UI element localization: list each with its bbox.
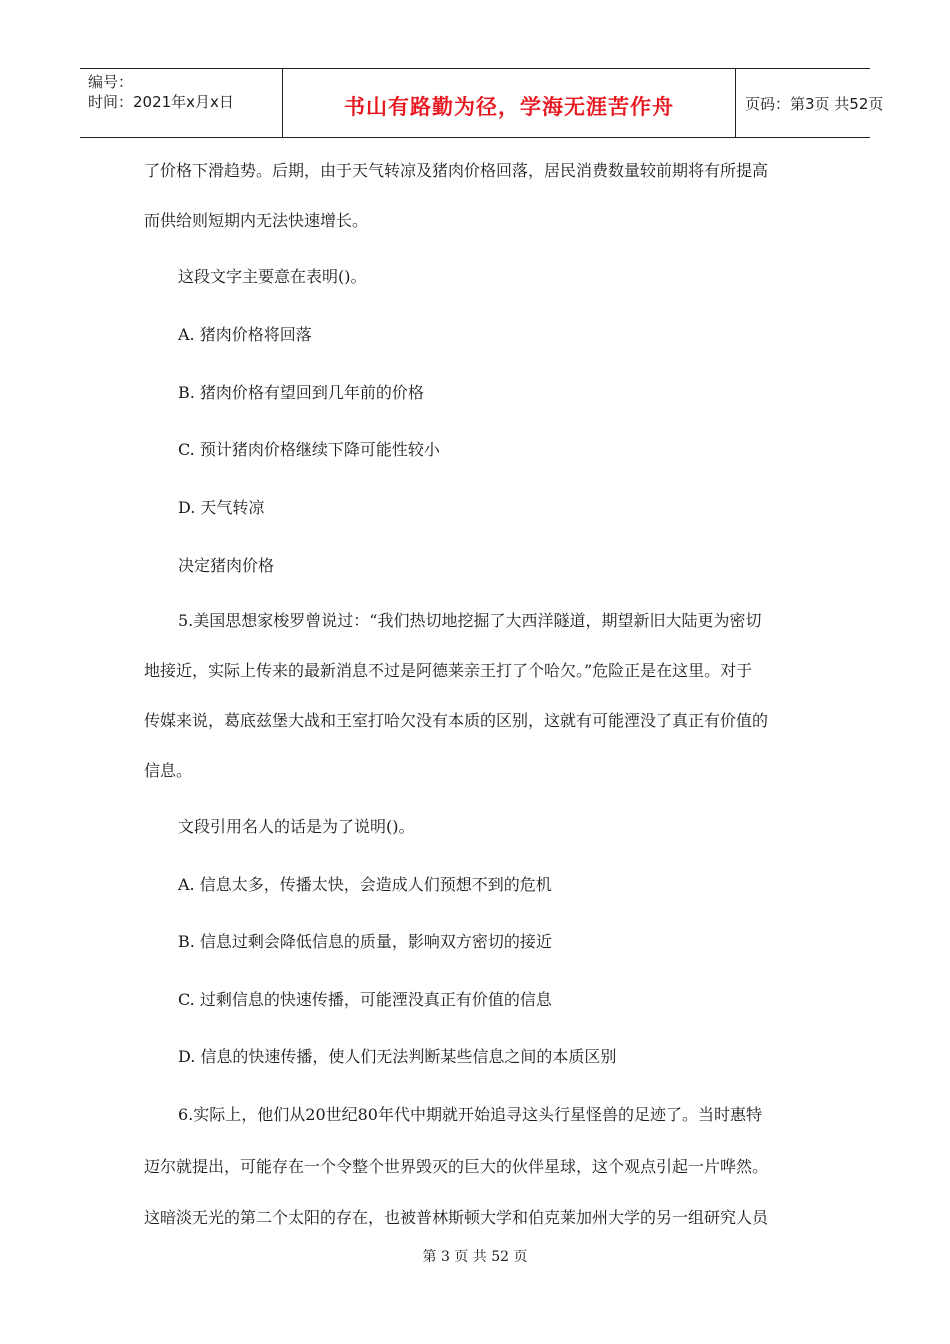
option-b: B. 猪肉价格有望回到几年前的价格	[178, 383, 424, 402]
option-d-continued: 决定猪肉价格	[178, 556, 275, 575]
question-stem: 文段引用名人的话是为了说明()。	[178, 817, 415, 836]
option-a: A. 猪肉价格将回落	[178, 325, 312, 344]
paragraph-line: 5.美国思想家梭罗曾说过：“我们热切地挖掘了大西洋隧道，期望新旧大陆更为密切	[178, 611, 762, 630]
option-d: D. 天气转凉	[178, 498, 265, 517]
paragraph-line: 信息。	[144, 761, 193, 780]
paragraph-line: 6.实际上，他们从20世纪80年代中期就开始追寻这头行星怪兽的足迹了。当时惠特	[178, 1105, 762, 1124]
header-meta-cell	[80, 69, 282, 137]
option-b: B. 信息过剩会降低信息的质量，影响双方密切的接近	[178, 932, 552, 951]
page-info: 页码：第3页 共52页	[745, 95, 884, 113]
paragraph-line: 这暗淡无光的第二个太阳的存在，也被普林斯顿大学和伯克莱加州大学的另一组研究人员	[144, 1208, 769, 1227]
option-c: C. 预计猪肉价格继续下降可能性较小	[178, 440, 440, 459]
page-footer: 第 3 页 共 52 页	[422, 1249, 528, 1265]
option-a: A. 信息太多，传播太快，会造成人们预想不到的危机	[178, 875, 552, 894]
doc-code-label: 编号：	[88, 73, 134, 91]
motto-text: 书山有路勤为径，学海无涯苦作舟	[344, 95, 674, 119]
paragraph-line: 而供给则短期内无法快速增长。	[144, 211, 369, 230]
option-d: D. 信息的快速传播，使人们无法判断某些信息之间的本质区别	[178, 1047, 617, 1066]
option-c: C. 过剩信息的快速传播，可能湮没真正有价值的信息	[178, 990, 552, 1009]
paragraph-line: 迈尔就提出，可能存在一个令整个世界毁灭的巨大的伙伴星球，这个观点引起一片哗然。	[144, 1157, 769, 1176]
header-motto-cell	[282, 69, 736, 137]
question-stem: 这段文字主要意在表明()。	[178, 267, 367, 286]
paragraph-line: 传媒来说，葛底兹堡大战和王室打哈欠没有本质的区别，这就有可能湮没了真正有价值的	[144, 711, 769, 730]
paragraph-line: 地接近，实际上传来的最新消息不过是阿德莱亲王打了个哈欠。”危险正是在这里。对于	[144, 661, 753, 680]
paragraph-line: 了价格下滑趋势。后期，由于天气转凉及猪肉价格回落，居民消费数量较前期将有所提高	[144, 161, 769, 180]
header-table	[80, 68, 884, 138]
doc-time-label: 时间：2021年x月x日	[88, 93, 234, 111]
header-page-cell	[735, 69, 884, 137]
